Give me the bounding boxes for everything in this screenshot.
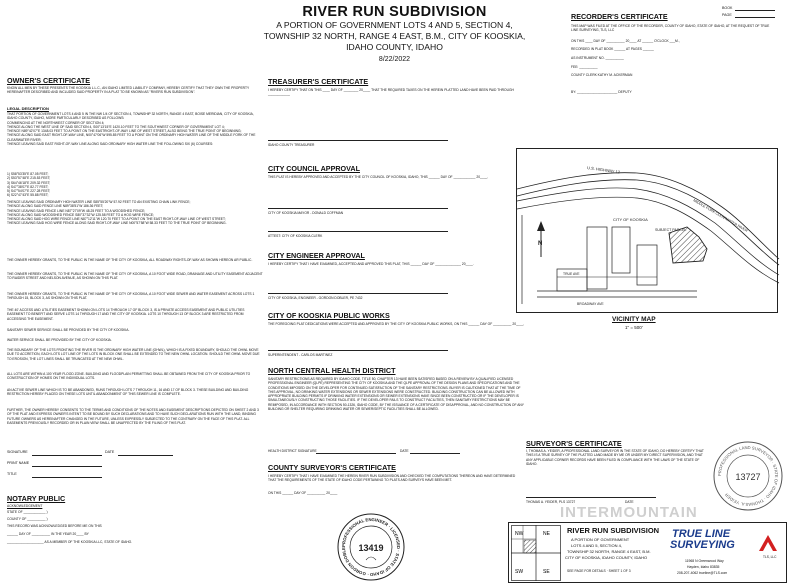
page-label: PAGE [722,13,732,17]
course-2: 2) S53°57'48"E 215.53 FEET; [7,176,51,181]
county-surveyor-text: I HEREBY CERTIFY THAT I HAVE EXAMINED THE HEREIN RIVER RUN SUBDIVISION AND CHECKED THE COMPUTATIONS THEREON AND HAVE DETERMINED THAT THE REQUIREMENTS OF THE STATE OF IDAHO CODE PERTAINING TO PLATS AND SURVEYS HAVE BEEN MET. [268,474,517,483]
owner-sewer-service: SANITARY SEWER SERVICE SHALL BE PROVIDED BY THE CITY OF KOOSKIA. [7,328,130,332]
company-logo-line-2: SURVEYING [670,539,735,551]
surveyor-date: DATE [625,500,634,504]
surveyor-text: I, THOMAS A. YEIDER, A PROFESSIONAL LAND SURVEYOR IN THE STATE OF IDAHO, DO HEREBY CERTIFY THAT THIS IS A TRUE SURVEY OF THE PLATTED LAND MADE BY ME OR UNDER MY DIRECT SUPERVISION, AND THAT ANY APPLICABLE CORNER RECORDS HAVE BEEN FILED IN COMPLIANCE WITH THE LAWS OF THE STATE OF IDAHO. [526,449,705,466]
highway-line-2 [517,180,779,265]
county-surveyor-heading: COUNTY SURVEYOR'S CERTIFICATE [268,463,396,472]
print-name-label: PRINT NAME [7,461,30,465]
surveyor-heading: SURVEYOR'S CERTIFICATE [526,439,622,448]
river-line-2 [517,197,779,283]
recorder-by: BY: ______________________ DEPUTY [571,90,632,94]
engineer-heading: CITY ENGINEER APPROVAL [268,251,365,260]
surveyor-seal-number: 13727 [735,472,761,482]
section-grid-icon [511,525,561,581]
label-parcel: SUBJECT PARCEL [655,228,687,232]
owner-flood-note: ALL LOTS ARE WITHIN A 100 YEAR FLOOD ZONE. BUILDING AND FLOODPLAIN PERMITTING SHALL BE OBTAINED FROM THE CITY OF KOOSKIA PRIOR TO CONSTRUCTION OF HOMES ON THE INDIVIDUAL LOTS. [7,372,252,381]
company-phone: 208-207-4062 trueline@TLS.com [677,571,728,575]
company-city: Hayden, Idaho 83835 [687,565,720,569]
surveyor-seal [712,440,784,512]
vicinity-title: VICINITY MAP [612,316,656,323]
owner-grant-roads: THE OWNER HEREBY GRANTS, TO THE PUBLIC IN THE NAME OF THE CITY OF KOOSKIA, ALL ROADWAY RIGHTS-OF-WAY AS SHOWN HEREON AR PUBLIC. [7,258,253,262]
highway-line [517,173,779,259]
signature-date-label: DATE [105,450,115,454]
grid-nw: NW [515,531,524,537]
health-heading: NORTH CENTRAL HEALTH DISTRICT [268,366,396,375]
title-block [508,522,787,583]
engineer-seal-ring-text: PROFESSIONAL ENGINEER · LICENSED · STATE OF IDAHO · GORDON DOBLE [340,516,402,578]
engineer-seal-number: 13419 [358,543,384,553]
course-6: 6) S22°47'43"E 55.88 FEET; [7,193,49,198]
company-logo-line-1: TRUE LINE [672,528,731,540]
company-address: 11968 N Greenwood Way [685,559,724,563]
treasurer-sig: IDAHO COUNTY TREASURER [268,143,315,147]
legal-heading: LEGAL DESCRIPTION [7,106,49,111]
title-block-line-2: LOTS 4 AND 5, SECTION 4, [571,543,622,548]
course-3: 3) S64°46'18"E 209.32 FEET; [7,180,51,185]
public-works-heading: CITY OF KOOSKIA PUBLIC WORKS [268,311,390,320]
title-block-line-4: CITY OF KOOSKIA, IDAHO COUNTY, IDAHO [565,555,648,560]
grid-sw: SW [515,569,524,575]
north-arrow-head-icon [537,221,545,231]
legal-description: THAT PORTION OF GOVERNMENT LOTS 4 AND 5 IN THE NW 1/4 OF SECTION 4, TOWNSHIP 32 NORTH, RANGE 4 EAST, BOISE MERIDIAN, CITY OF KOOSKIA, IDAHO COUNTY, IDAHO, MORE PARTICULARLY DESCRIBED AS FOLLOWS: COMMENCING AT THE NORTHWEST CORNER OF SECTION 4; THENCE ALONG THE WEST LINE OF SAID SECTION 4, S00°13'15"E 1420.10 FEET TO THE SOUTHWEST CORNER OF GOVERNMENT LOT 4; THENCE N89°42'07"E 1348.03 FEET TO A POINT ON THE EASTRIGHT-OF-WAY LINE OF WEST STREET, ALSO BEING THE TRUE POINT OF BEGINNING; THENCE ALONG SAID EAST RIGHT-OF-WAY LINE, N00°47'06"W 595.85 FEET TO A POINT ON THE ORDINARY HIGH WATER LINE OF THE MIDDLE FORK OF THE CLEARWATER RIVER; THENCE LEAVING SAID EAST RIGHT-OF-WAY LINE ALONG SAID ORDINARY HIGH WATER LINE THE FOLLOWING SIX (6) COURSES: [7,112,256,147]
company-suffix: TLS, LLC [763,555,777,559]
recorder-on-this: ON THIS ____ DAY OF __________ 20____ AT ______ O'CLOCK ___M., [571,39,680,43]
owner-access-easement: THE 40' ACCESS AND UTILITIES EASEMENT SHOWN ON LOTS 14 THROUGH 17 OF BLOCK 3, IS A PRIVATE ACCESS EASEMENT AND PUBLIC UTILITIES EASEMENT TO BENEFIT AND SERVE LOTS 14 THROUGH 17 AND THE CITY OF KOOSKIA. LOTS 10 THROUGH 13 OF BLOCK 3 ARE RESTRICTED FROM ACCESSING THE EASEMENT. [7,308,246,321]
council-clerk: ATTEST: CITY OF KOOSKIA CLERK [268,234,323,238]
plat-subtitle-3: IDAHO COUNTY, IDAHO [346,42,443,52]
health-text: SANITARY RESTRICTIONS AS REQUIRED BY IDAHO CODE, TITLE 50, CHAPTER 13 HAVE BEEN SATISFIED BASED ON A REVIEW BY A QUALIFIED LICENSED PROFESSIONAL ENGINEER (QLPE) REPRESENTING THE CITY OF KOOSKIA AND THE QLPE APPROVAL OF THE DESIGN PLANS AND SPECIFICATIONS AND THE CONDITIONS IMPOSED ON THE DEVELOPER FOR CONTINUED SATISFACTION OF THE SANITARY RESTRICTIONS. BUYER IS CAUTIONED THAT AT THE TIME OF THIS APPROVAL, NO DRINKING WATER EXTENSIONS OR SEWER EXTENSIONS WERE CONSTRUCTED. BUILDING CONSTRUCTION CAN BE ALLOWED WITH APPROPRIATE BUILDING PERMITS IF DRINKING WATER EXTENSIONS OR SEWER EXTENSIONS HAVE SINCE BEEN CONSTRUCTED OR IF THE DEVELOPER IS SIMULTANEOUSLY CONSTRUCTING THOSE FACILITIES. IF THE DEVELOPER FAILS TO CONSTRUCT FACILITIES, THEN SANITARY RESTRICTIONS MAY BE REIMPOSED, IN ACCORDANCE WITH SECTION 50-1326, IDAHO CODE, BY THE ISSUANCE OF A CERTIFICATE OF DISAPPROVAL, AND NO CONSTRUCTION OF ANY BUILDING OR SHELTER REQUIRING DRINKING WATER OR SEWER/SEPTIC FACILITIES SHALL BE ALLOWED. [268,377,525,412]
owner-heading: OWNER'S CERTIFICATE [7,76,91,85]
recorder-heading: RECORDER'S CERTIFICATE [571,12,668,21]
course-5: 5) S47°54'07"E 227.28 FEET; [7,189,51,194]
recorder-fee: FEE: __________ [571,65,598,69]
title-label: TITLE [7,472,17,476]
council-text: THIS PLAT IS HEREBY APPROVED AND ACCEPTED BY THE CITY COUNCIL OF KOOSKIA, IDAHO, THIS ______ DAY OF ____________ 20____. [268,175,489,179]
engineer-seal [336,512,406,582]
title-block-line-3: TOWNSHIP 32 NORTH, RANGE 4 EAST, B.M. [567,549,651,554]
health-date-label: DATE [400,449,409,453]
notary-text-1: THIS RECORD WAS ACKNOWLEDGED BEFORE ME ON THIS [7,524,102,528]
company-logo-icon [757,533,779,553]
grid-se: SE [543,569,550,575]
book-label: BOOK [722,6,733,10]
recorder-clerk: COUNTY CLERK KATHY M. ACKERMAN [571,73,633,77]
council-mayor: CITY OF KOOSKIA MAYOR - DONALD COFFMAN [268,211,344,215]
surveyor-seal-ring-text: PROFESSIONAL LAND SURVEYOR · STATE OF IDAHO · THOMAS A. YEIDER [716,444,780,508]
engineer-seal-signature [366,557,376,560]
subject-parcel [669,227,707,263]
plat-subtitle-2: TOWNSHIP 32 NORTH, RANGE 4 EAST, B.M., CITY OF KOOSKIA, [263,31,526,41]
notary-ack: ACKNOWLEDGEMENT [7,504,43,508]
owner-grant-sewer: THE OWNER HEREBY GRANTS, TO THE PUBLIC IN THE NAME OF THE CITY OF KOOSKIA, A 10 FOOT WIDE SEWER AND WATER EASEMENT ACROSS LOTS 1 THROUGH 15, BLOCK 3, AS SHOWN ON THIS PLAT. [7,292,256,301]
title-block-line-1: A PORTION OF GOVERNMENT [571,537,630,542]
legal-courses [7,172,127,198]
plat-subtitle-1: A PORTION OF GOVERNMENT LOTS 4 AND 5, SECTION 4, [276,20,513,30]
public-works-text: THE FOREGOING PLAT DEDICATIONS WERE ACCEPTED AND APPROVED BY THE CITY OF KOOSKIA PUBLIC WORKS, ON THIS ______ DAY OF __________ 20____. [268,322,525,326]
recorder-plat-book: RECORDED IN PLAT BOOK ______ AT PAGES ______ [571,47,654,51]
label-city: CITY OF KOOSKIA [613,217,648,222]
course-4: 4) S47°38'07"E 82.77 FEET; [7,184,49,189]
vicinity-map-frame [516,148,778,313]
county-surveyor-on-this: ON THIS ______ DAY OF __________ 20____ [268,491,338,495]
signature-label: SIGNATURE [7,450,28,454]
treasurer-heading: TREASURER'S CERTIFICATE [268,77,369,86]
owner-consent: FURTHER, THE OWNER HEREBY CONSENTS TO THE TERMS AND CONDITIONS OF THE NOTES AND EASEMENT DESCRIPTIONS DEPICTED ON SHEET 2 AND 3 OF THE PLAT AND EXPRESS OWNER'S INTENT TO BE BOUND BY SUCH DECLARATIONS AND TO HAVE SUCH DECLARATIONS RUN WITH THE LAND, BINDING FUTURE OWNERS AS HEREINAFTER CHANGED IN THE FUTURE, UNLESS EXPRESSLY SUBJECTED TO THE CONTRARY ON THE FACE OF THIS PLAT. ALL EASEMENTS PREVIOUSLY RECORDED OR IN PLAIN VIEW SHALL BE UNAFFECTED BY THE FILING OF THIS PLAT. [7,408,260,425]
vicinity-map [517,149,779,314]
owner-ohwl-note: THE BOUNDARY OF THE LOTS FRONTING THE RIVER IS THE ORDINARY HIGH WATER LINE (OHWL), WHICH IS A FIXED BOUNDARY, SHOULD THE OHWL MOVE DUE TO ACCRETION, EACH LOTS LOT LINE OF THE LOTS IN BLOCK ONE SHALL BE EXTENDED TO THE NEW OHWL LOCATION. SHOULD THE OHWL MOVE DUE TO EROSION, THE LOT LINES SHALL BE TRUNCATED AT THE NEW OHWL. [7,348,261,361]
river-line [517,188,779,275]
public-works-sig: SUPERINTENDENT - CARLOS MARTINEZ [268,353,333,357]
notary-text-3: ____________________ AS A MEMBER OF THE KOOSKIA LLC, STATE OF IDAHO. [7,540,133,544]
owner-grant-easement: THE OWNER HEREBY GRANTS, TO THE PUBLIC IN THE NAME OF THE CITY OF KOOSKIA, A 10 FOOT WIDE ROAD, DRAINAGE AND UTILITY EASEMENT ADJACENT TO RAIDER STREET AND NELSON AVENUE, AS SHOWN ON THIS PLAT. [7,272,264,281]
title-block-footer: SEE PAGE FOR DETAILS · SHEET 1 OF 3 [567,569,631,573]
watermark: INTERMOUNTAIN [560,504,698,521]
grid-ne: NE [543,531,550,537]
label-street-2: BROADWAY AVE [577,302,604,306]
legal-description-end: THENCE LEAVING SAID ORDINARY HIGH WATER LINE S85°55'20"W 57.92 FEET TO AN EXISTING CHAIN LINK FENCE; THENCE ALONG SAID FENCE LINE N89°38'51"W 186.36 FEET; THENCE LEAVING SAID FENCE LINE N87°27'09"W 48.25 FEET TO A WOODSHED FENCE; THENCE ALONG SAID WOODSHED FENCE S80°37'32"W 125.58 FEET TO A HOG WIRE FENCE; THENCE ALONG SAID HOG WIRE FENCE LINE N87°12'11"W 120.70 FEET TO A POINT ON THE EAST RIGHT-OF-WAY LINE OF WEST STREET; THENCE LEAVING SAID HOG WIRE FENCE ALONG SAID RIGHT-OF-WAY LINE N00°57'58"W 58.33 FEET TO THE TRUE POINT OF BEGINNING. [7,200,227,226]
plat-title: RIVER RUN SUBDIVISION [302,4,487,20]
recorder-text: THIS MAP WAS FILED AT THE OFFICE OF THE RECORDER, COUNTY OF IDAHO, STATE OF IDAHO, AT THE REQUEST OF TRUE LINE SURVEYING, TLS, LLC [571,24,771,33]
health-sig-label: HEALTH DISTRICT SIGNATURE [268,449,317,453]
title-block-name: RIVER RUN SUBDIVISION [567,526,660,535]
owner-water-service: WATER SERVICE SHALL BE PROVIDED BY THE CITY OF KOOSKIA. [7,338,112,342]
label-highway: U.S. HIGHWAY 12 [586,165,621,175]
owner-intro: KNOW ALL MEN BY THESE PRESENTS THE KOOSKIA L.L.C., AN IDAHO LIMITED LIABILITY COMPANY, HEREBY CERTIFY THAT THEY OWN THE PROPERTY HEREINAFTER DESCRIBED AND INCLUDED SAID PROPERTY IN A PLAT TO BE KNOWN AS "RIVERS RUN SUBDIVISION". [7,86,251,95]
vicinity-scale: 1" = 500' [625,325,643,330]
notary-county: COUNTY OF __________ ) [7,517,48,521]
surveyor-sig: THOMAS A. YEIDER, PLS 13727 [526,500,576,504]
engineer-sig: CITY OF KOOSKIA, ENGINEER - GORDON DOBLER, PE 7432 [268,296,363,300]
course-1: 1) S58°53'35"E 87.05 FEET; [7,172,49,176]
plat-date: 8/22/2022 [378,56,411,63]
treasurer-text: I HEREBY CERTIFY THAT ON THIS ____ DAY OF ________ 20____ THAT THE REQUIRED TAXES ON THE HEREIN PLATTED LAND HAVE BEEN PAID THROUGH ____________ [268,88,515,97]
owner-sewer-line-note: AN ACTIVE SEWER LINE WHICH IS TO BE ABANDONED, RUNS THROUGH LOTS 7 THROUGH 11, 16 AND 17 OF BLOCK 3. THESE BUILDING AND BUILDING RESTRICTION HEREBY PLACED ON THESE LOTS UNTIL ABANDONMENT OF THIS SEWER LINE IS COMPLETE. [7,388,250,397]
notary-text-2: ______ DAY OF __________ IN THE YEAR 20____ BY [7,532,89,536]
north-label: N [538,241,543,247]
engineer-text: I HEREBY CERTIFY THAT I HAVE EXAMINED, ACCEPTED AND APPROVED THIS PLAT, THIS ______ DAY OF ______________ 20____. [268,262,474,266]
notary-heading: NOTARY PUBLIC [7,494,66,503]
council-heading: CITY COUNCIL APPROVAL [268,164,360,173]
recorder-instrument: AS INSTRUMENT NO. __________ [571,56,624,60]
label-street-1: TRUE AVE [563,272,580,276]
notary-state: STATE OF ____________ ) [7,510,48,514]
label-river: MIDDLE FORK CLEARWATER RIVER [692,198,749,233]
